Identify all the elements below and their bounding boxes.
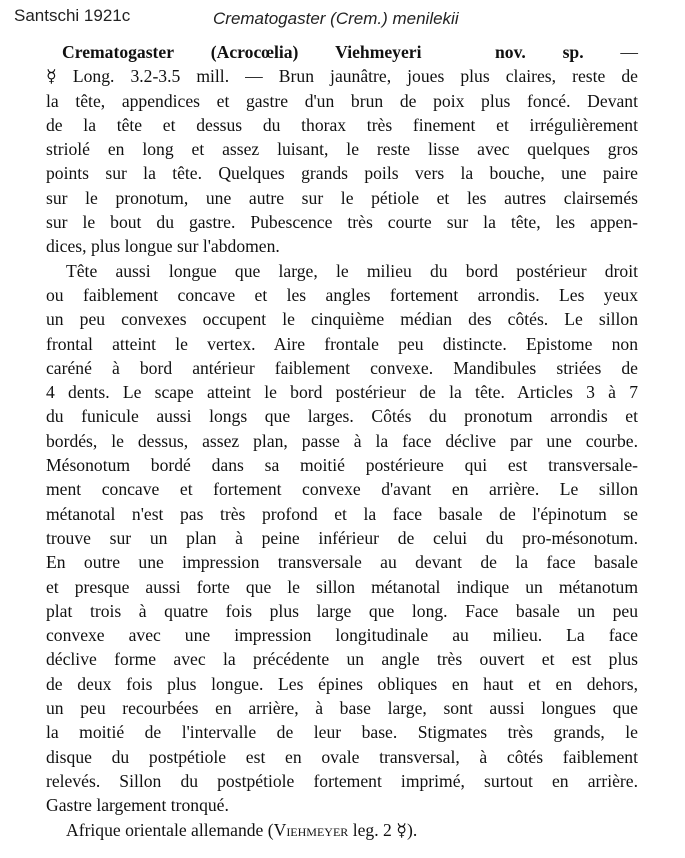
species-title	[46, 40, 638, 64]
text-line: ou faiblement concave et les angles fortement arrondis. Les yeux	[46, 284, 638, 305]
text-line: plat trois à quatre fois plus large que long. Face basale un peu	[46, 600, 638, 621]
text-line: striolé en long et assez luisant, le reste lisse avec quelques gros	[46, 139, 638, 160]
text-line: déclive forme avec la précédente un angle très ouvert et est plus	[46, 649, 638, 670]
text-line: En outre une impression transversale au devant de la face basale	[46, 552, 638, 573]
text-line: de deux fois plus longue. Les épines obliques en haut et en dehors,	[46, 673, 638, 694]
text-line: un peu convexes occupent le cinquième médian des côtés. Le sillon	[46, 309, 638, 330]
text-line: sur le bout du gastre. Pubescence très courte sur la tête, les appen-	[46, 212, 638, 233]
text-line: trouve sur un plan à peine inférieur de celui du pro-mésonotum.	[46, 527, 638, 548]
text-line: de la tête et dessus du thorax très finement et irrégulièrement	[46, 114, 638, 135]
header-author: Santschi 1921c	[14, 6, 131, 25]
locality-line	[46, 818, 638, 842]
text-line: métanotal n'est pas très profond et la face basale de l'épinotum se	[46, 503, 638, 524]
locality-suffix: leg. 2 ☿).	[348, 819, 418, 840]
text-line: relevés. Sillon du postpétiole fortement imprimé, surtout en arrière.	[46, 770, 638, 791]
title-subgenus: (Acrocœlia)	[210, 42, 299, 62]
text-line: ment concave et fortement convexe d'avant en arrière. Le sillon	[46, 479, 638, 500]
text-line: Gastre largement tronqué.	[46, 795, 229, 816]
text-line: et presque aussi forte que le sillon métanotal indique un métanotum	[46, 576, 638, 597]
text-line: un peu recourbées en arrière, à base large, sont aussi longues que	[46, 698, 638, 719]
title-genus: Crematogaster	[62, 42, 175, 62]
title-dash: —	[620, 42, 638, 62]
locality-collector: Viehmeyer	[273, 819, 349, 840]
text-line: bordés, le dessus, assez plan, passe à la face déclive par une courbe.	[46, 430, 638, 451]
text-line: du funicule aussi longs que larges. Côtés du pronotum arrondis et	[46, 406, 638, 427]
title-species: Viehmeyeri	[335, 42, 422, 62]
text-line: sur le pronotum, une autre sur le pétiole et les autres clairsemés	[46, 187, 638, 208]
text-line: Mésonotum bordé dans sa moitié postérieure qui est transversale-	[46, 455, 638, 476]
text-line: ☿ Long. 3.2-3.5 mill. — Brun jaunâtre, joues plus claires, reste de	[46, 66, 638, 87]
locality-prefix: Afrique orientale allemande (	[66, 819, 274, 840]
text-line: la tête, appendices et gastre d'un brun de poix plus foncé. Devant	[46, 90, 638, 111]
title-status: nov. sp.	[495, 42, 584, 62]
text-line: convexe avec une impression longitudinale au milieu. La face	[46, 625, 638, 646]
text-line: dices, plus longue sur l'abdomen.	[46, 236, 280, 257]
text-line: 4 dents. Le scape atteint le bord postérieur de la tête. Articles 3 à 7	[46, 382, 638, 403]
text-line: caréné à bord antérieur faiblement convexe. Mandibules striées de	[46, 357, 638, 378]
header-taxon: Crematogaster (Crem.) menilekii	[213, 9, 459, 28]
text-line: points sur la tête. Quelques grands poils vers la bouche, une paire	[46, 163, 638, 184]
text-line: Tête aussi longue que large, le milieu du bord postérieur droit	[66, 260, 638, 281]
text-line: disque du postpétiole est en ovale transversal, à côtés faiblement	[46, 746, 638, 767]
text-line: frontal atteint le vertex. Aire frontale peu distincte. Epistome non	[46, 333, 638, 354]
species-description	[46, 40, 638, 842]
text-line: la moitié de l'intervalle de leur base. Stigmates très grands, le	[46, 722, 638, 743]
